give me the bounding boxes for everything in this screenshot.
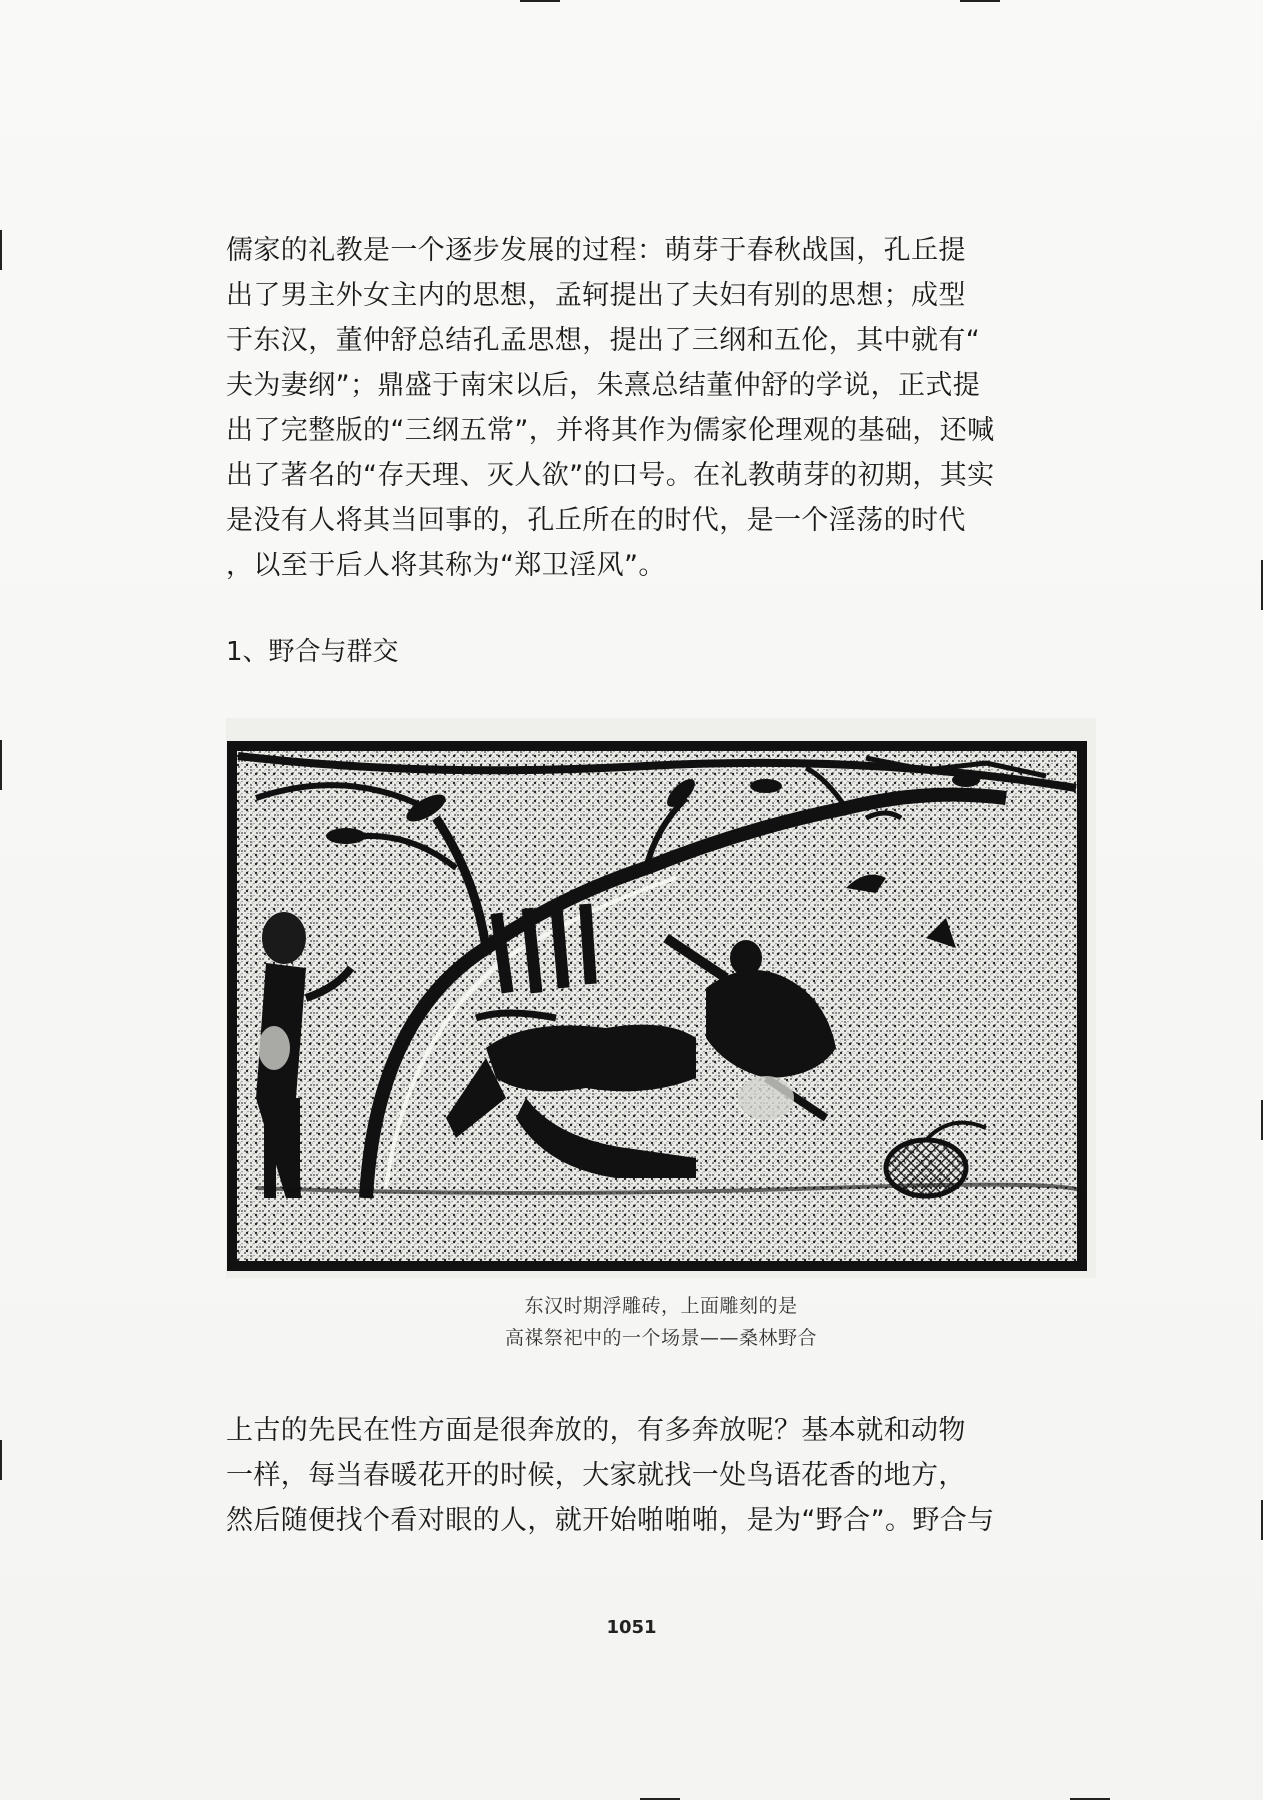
body-paragraph <box>226 1408 1046 1543</box>
text-line: 出了著名的“存天理、灭人欲”的口号。在礼教萌芽的初期，其实 <box>226 460 995 491</box>
text-line: 上古的先民在性方面是很奔放的，有多奔放呢？基本就和动物 <box>226 1415 966 1446</box>
relief-rubbing-image <box>226 718 1096 1278</box>
scan-edge-mark <box>0 1440 2 1480</box>
intro-paragraph <box>226 228 1046 588</box>
scan-edge-mark <box>520 0 560 2</box>
scan-edge-mark <box>0 230 2 270</box>
scan-edge-mark <box>960 0 1000 2</box>
text-line: 出了男主外女主内的思想，孟轲提出了夫妇有别的思想；成型 <box>226 280 966 311</box>
text-line: ，以至于后人将其称为“郑卫淫风”。 <box>226 550 666 581</box>
text-line: 儒家的礼教是一个逐步发展的过程：萌芽于春秋战国，孔丘提 <box>226 235 966 266</box>
text-line: 出了完整版的“三纲五常”，并将其作为儒家伦理观的基础，还喊 <box>226 415 995 446</box>
relief-rubbing-illustration <box>226 718 1096 1278</box>
text-line: 是没有人将其当回事的，孔丘所在的时代，是一个淫荡的时代 <box>226 505 966 536</box>
text-line: 然后随便找个看对眼的人，就开始啪啪啪，是为“野合”。野合与 <box>226 1505 995 1536</box>
text-line: 夫为妻纲”；鼎盛于南宋以后，朱熹总结董仲舒的学说，正式提 <box>226 370 981 401</box>
caption-line: 高禖祭祀中的一个场景——桑林野合 <box>504 1327 817 1349</box>
page-number: 1051 <box>606 1617 657 1638</box>
text-line: 一样，每当春暖花开的时候，大家就找一处鸟语花香的地方， <box>226 1460 966 1491</box>
text-line: 于东汉，董仲舒总结孔孟思想，提出了三纲和五伦，其中就有“ <box>226 325 981 356</box>
figure-caption <box>226 1290 1096 1354</box>
caption-line: 东汉时期浮雕砖，上面雕刻的是 <box>524 1295 798 1317</box>
scan-edge-mark <box>0 740 2 790</box>
section-heading: 1、野合与群交 <box>226 637 399 667</box>
